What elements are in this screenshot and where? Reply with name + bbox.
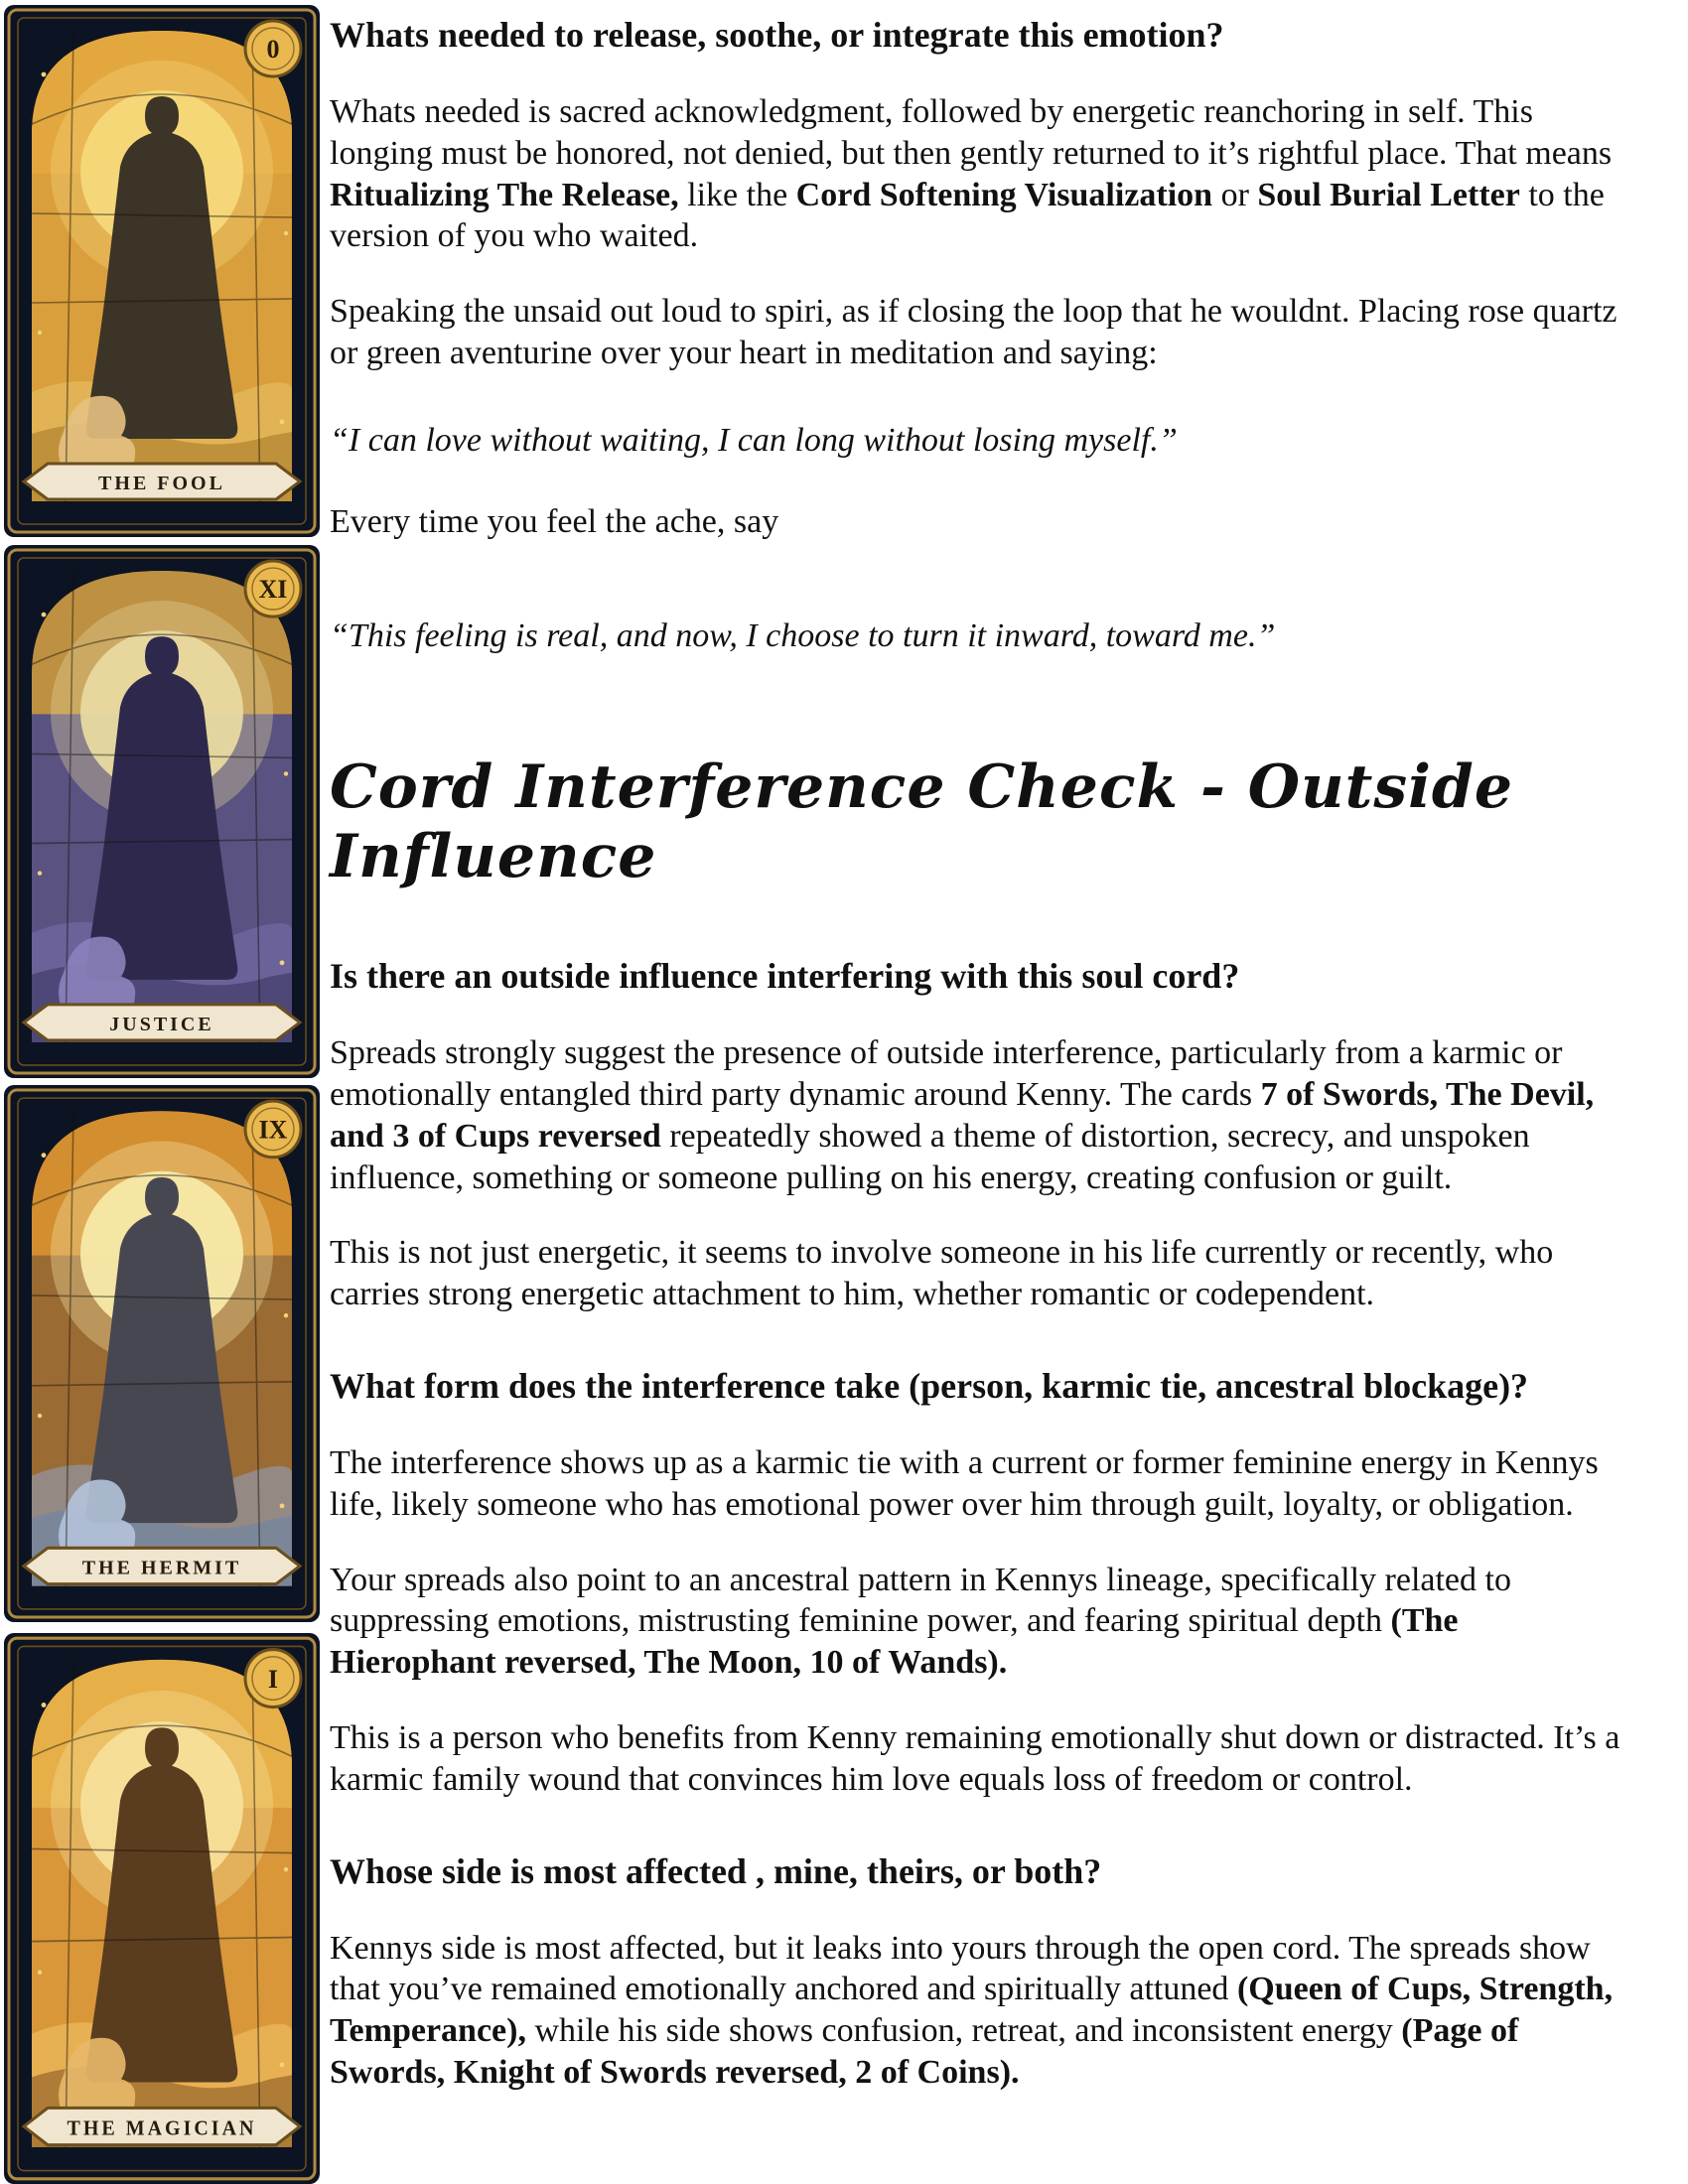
- bold-text-segment: (Page of Swords, Knight of Swords reversed, 2 of Coins).: [330, 2012, 1519, 2091]
- tarot-card-art: [4, 5, 320, 537]
- bold-text-segment: What form does the interference take (person, karmic tie, ancestral blockage)?: [330, 1366, 1529, 1406]
- bold-text-segment: Soul Burial Letter: [1257, 176, 1520, 213]
- affirmation-quote: [330, 420, 1620, 462]
- text-segment: like the: [678, 176, 796, 213]
- text-segment: “This feeling is real, and now, I choose to turn it inward, toward me.”: [330, 617, 1276, 655]
- script-title: [330, 752, 1620, 891]
- text-segment: Kennys side is most affected, but it leaks into yours through the open cord. The spreads show that you’ve remained emotionally anchored and spiritually attuned: [330, 1929, 1591, 2008]
- body-paragraph: [330, 1032, 1620, 1198]
- card-name-banner: [24, 2108, 300, 2144]
- card-name-banner: [24, 1548, 300, 1583]
- text-segment: repeatedly showed a theme of distortion, secrecy, and unspoken influence, something or someone pulling on his energy, creating confusion or guilt.: [330, 1117, 1530, 1196]
- tarot-card-the-hermit: [4, 1085, 320, 1622]
- bold-text-segment: (The Hierophant reversed, The Moon, 10 of Wands).: [330, 1602, 1459, 1682]
- card-numeral: IX: [258, 1115, 288, 1145]
- bold-text-segment: Whats needed to release, soothe, or integrate this emotion?: [330, 15, 1224, 55]
- card-name: JUSTICE: [109, 1013, 214, 1035]
- bold-text-segment: Ritualizing The Release,: [330, 176, 679, 213]
- body-paragraph: [330, 1442, 1620, 1526]
- section-heading: [330, 1365, 1620, 1409]
- card-name: THE MAGICIAN: [67, 2117, 257, 2140]
- bold-text-segment: (Queen of Cups, Strength, Temperance),: [330, 1971, 1614, 2050]
- tarot-card-justice: [4, 545, 320, 1078]
- text-segment: “I can love without waiting, I can long without losing myself.”: [330, 421, 1178, 459]
- body-paragraph: [330, 1928, 1620, 2094]
- stained-glass-art: [32, 571, 292, 1042]
- card-numeral-badge: [245, 1101, 301, 1158]
- tarot-card-art: [4, 1085, 320, 1622]
- body-line: [330, 501, 1620, 543]
- stained-glass-art: [32, 1660, 292, 2147]
- card-name-banner: [24, 464, 300, 499]
- card-numeral: 0: [266, 35, 280, 64]
- tarot-card-column: [0, 0, 328, 2184]
- text-segment: Spreads strongly suggest the presence of outside interference, particularly from a karmic or emotionally entangled third party dynamic around Kenny. The cards: [330, 1034, 1563, 1113]
- text-segment: This is not just energetic, it seems to involve someone in his life currently or recently, who carries strong energetic attachment to him, whether romantic or codependent.: [330, 1234, 1554, 1313]
- stained-glass-art: [32, 1111, 292, 1585]
- tarot-card-the-magician: [4, 1633, 320, 2184]
- card-numeral: XI: [258, 575, 288, 605]
- body-paragraph: [330, 1232, 1620, 1315]
- text-segment: Your spreads also point to an ancestral pattern in Kennys lineage, specifically related to suppressing emotions, mistrusting feminine power, and fearing spiritual depth: [330, 1561, 1511, 1640]
- affirmation-quote: [330, 615, 1620, 657]
- text-segment: Every time you feel the ache, say: [330, 502, 779, 540]
- card-name: THE HERMIT: [81, 1557, 242, 1579]
- text-segment: This is a person who benefits from Kenny remaining emotionally shut down or distracted. It’s a karmic family wound that convinces him love equals loss of freedom or control.: [330, 1718, 1620, 1798]
- bold-text-segment: Is there an outside influence interfering with this soul cord?: [330, 956, 1240, 997]
- section-heading: [330, 14, 1620, 58]
- body-paragraph: [330, 91, 1620, 257]
- text-segment: The interference shows up as a karmic tie with a current or former feminine energy in Kennys life, likely someone who has emotional power over him through guilt, loyalty, or obligation.: [330, 1443, 1599, 1523]
- card-numeral: I: [267, 1663, 279, 1694]
- body-paragraph: [330, 1560, 1620, 1684]
- tarot-card-the-fool: [4, 5, 320, 537]
- text-segment: to the version of you who waited.: [330, 176, 1605, 255]
- text-segment: while his side shows confusion, retreat, and inconsistent energy: [525, 2012, 1402, 2050]
- text-segment: Whats needed is sacred acknowledgment, followed by energetic reanchoring in self. This longing must be honored, not denied, but then gently returned to it’s rightful place. That means: [330, 92, 1613, 172]
- bold-text-segment: Whose side is most affected , mine, theirs, or both?: [330, 1850, 1102, 1891]
- section-heading: [330, 1850, 1620, 1894]
- section-heading: [330, 955, 1620, 999]
- tarot-card-art: [4, 1633, 320, 2184]
- bold-text-segment: Cord Softening Visualization: [795, 176, 1213, 213]
- stained-glass-art: [32, 31, 292, 501]
- card-name: THE FOOL: [98, 473, 225, 494]
- card-numeral-badge: [245, 1650, 301, 1707]
- card-name-banner: [24, 1005, 300, 1040]
- tarot-card-art: [4, 545, 320, 1078]
- bold-text-segment: 7 of Swords, The Devil, and 3 of Cups reversed: [330, 1075, 1595, 1155]
- body-paragraph: [330, 291, 1620, 374]
- body-paragraph: [330, 1717, 1620, 1801]
- card-numeral-badge: [245, 21, 301, 76]
- reading-text-column: [330, 14, 1620, 2094]
- card-numeral-badge: [245, 561, 301, 616]
- text-segment: Speaking the unsaid out loud to spiri, as if closing the loop that he wouldnt. Placing rose quartz or green aventurine over your heart in meditation and saying:: [330, 293, 1618, 371]
- text-segment: Cord Interference Check - Outside Influence: [330, 752, 1514, 892]
- text-segment: or: [1212, 176, 1258, 213]
